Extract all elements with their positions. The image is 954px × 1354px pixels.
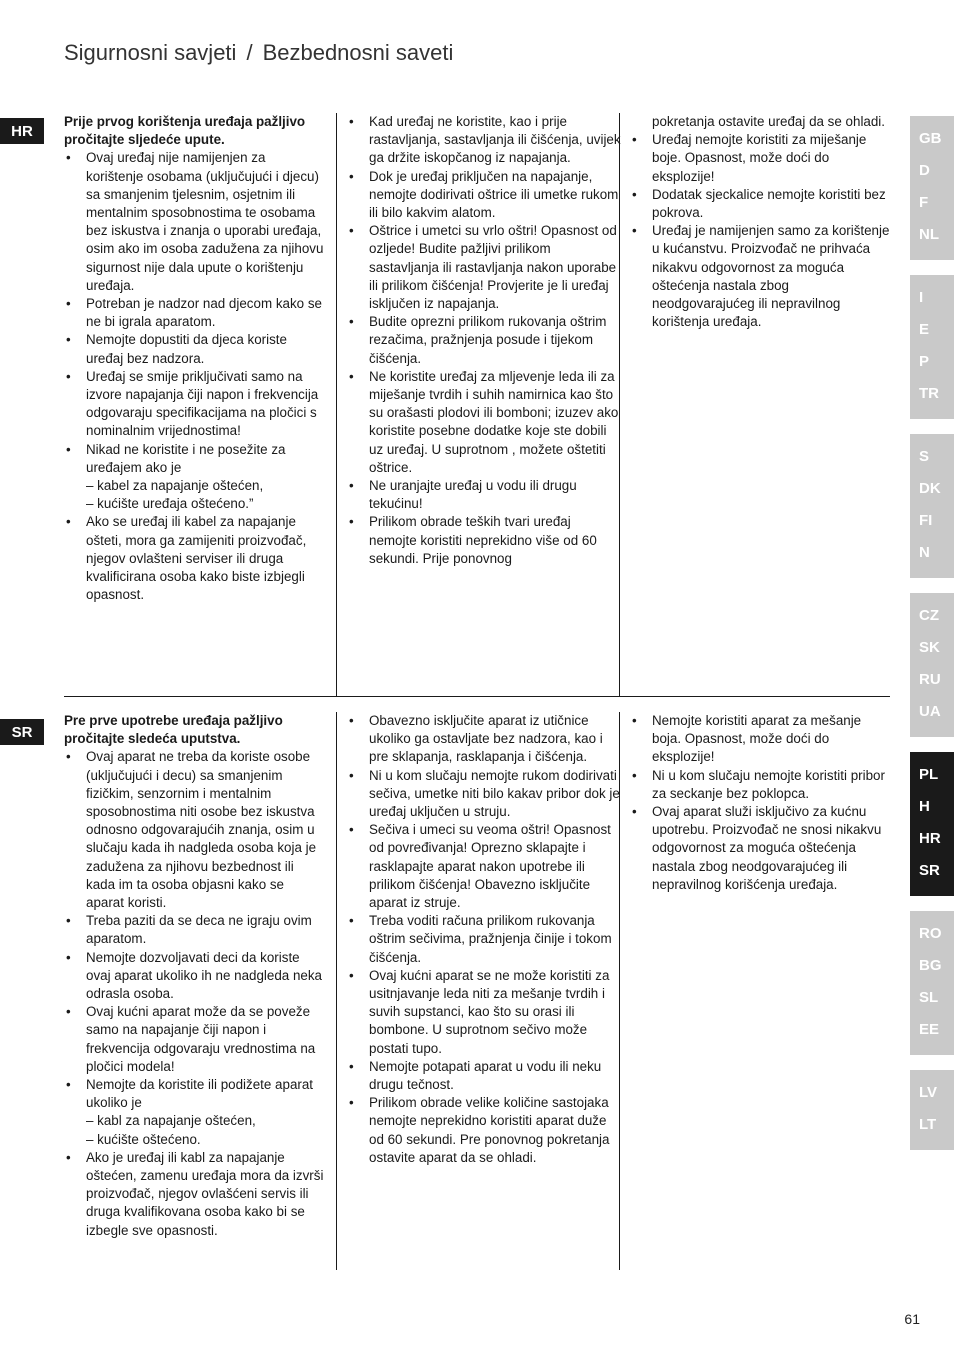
bullet-item: • Nemojte da koristite ili podižete aparat ukoliko je – kabl za napajanje oštećen, – kućište oštećeno.	[64, 1076, 324, 1149]
bullet-item: • Nemojte koristiti aparat za mešanje boja. Opasnost, može doći do eksplozije!	[630, 712, 891, 767]
language-code-n: N	[919, 544, 930, 561]
bullet-item: • Dok je uređaj priključen na napajanje, nemojte dodirivati oštrice ili umetke rukom ili bilo kakvim alatom.	[347, 168, 621, 223]
bullet-item: • Uređaj se smije priključivati samo na izvore napajanja čiji napon i frekvencija odgovaraju specifikacijama na pločici s nominalnim vrijednostima!	[64, 368, 324, 441]
bullet-item: • Ni u kom slučaju nemojte koristiti pribor za seckanje bez poklopca.	[630, 767, 891, 803]
language-code-ro: RO	[919, 925, 942, 942]
section-sr	[64, 712, 890, 1270]
language-code-sr: SR	[919, 862, 940, 879]
language-code-lt: LT	[919, 1116, 937, 1133]
sr-column-2	[336, 712, 621, 1270]
hr-continuation: pokretanja ostavite uređaj da se ohladi.	[652, 114, 886, 129]
bullet-item: • Uređaj nemojte koristiti za miješanje boje. Opasnost, može doći do eksplozije!	[630, 131, 891, 186]
bullet-item: • Treba voditi računa prilikom rukovanja oštrim sečivima, pražnjenja činije i tokom čišćenja.	[347, 912, 621, 967]
language-code-d: D	[919, 162, 930, 179]
bullet-item: • Ovaj uređaj nije namijenjen za korištenje osobama (uključujući i djecu) sa smanjenim tjelesnim, osjetnim ili mentalnim sposobnostima te osobama bez iskustva i znanja o uporabi uređaja, osim ako im osoba zadužena za njihovu sigurnost nije dala upute o korištenju uređaja.	[64, 149, 324, 295]
hr-column-3	[619, 113, 891, 696]
sr-list-1	[64, 748, 324, 1239]
language-code-cz: CZ	[919, 607, 939, 624]
bullet-item: • Budite oprezni prilikom rukovanja oštrim rezačima, pražnjenja posude i tijekom čišćenja.	[347, 313, 621, 368]
bullet-item: • Kad uređaj ne koristite, kao i prije rastavljanja, sastavljanja ili čišćenja, uvijek ga držite iskopčanog iz napajanja.	[347, 113, 621, 168]
language-code-sk: SK	[919, 639, 940, 656]
language-group	[910, 911, 954, 1055]
language-code-i: I	[919, 289, 924, 306]
language-group	[910, 434, 954, 578]
bullet-item: • Potreban je nadzor nad djecom kako se ne bi igrala aparatom.	[64, 295, 324, 331]
bullet-item: • Prilikom obrade teških tvari uređaj nemojte koristiti neprekidno više od 60 sekundi. Prije ponovnog	[347, 513, 621, 568]
sr-column-1	[64, 712, 324, 1270]
bullet-item: • Nemojte dozvoljavati deci da koriste ovaj aparat ukoliko ih ne nadgleda neka odrasla osoba.	[64, 949, 324, 1004]
language-group	[910, 593, 954, 737]
language-code-s: S	[919, 448, 930, 465]
sr-list-2	[347, 712, 621, 1167]
language-code-tr: TR	[919, 385, 939, 402]
language-group	[910, 116, 954, 260]
language-code-fi: FI	[919, 512, 933, 529]
bullet-item: • Ne uranjajte uređaj u vodu ili drugu tekućinu!	[347, 477, 621, 513]
language-code-ee: EE	[919, 1021, 940, 1038]
language-code-nl: NL	[919, 226, 939, 243]
bullet-item: • Prilikom obrade velike količine sastojaka nemojte neprekidno koristiti aparat duže od 60 sekundi. Pre ponovnog pokretanja ostavite aparat da se ohladi.	[347, 1094, 621, 1167]
language-group	[910, 752, 954, 896]
bullet-item: • Ovaj aparat ne treba da koriste osobe (uključujući i decu) sa smanjenim fizičkim, senzornim i mentalnim sposobnostima niti osobe bez iskustva odnosno odgovarajućih znanja, osim u slučaju kada ih nadgleda osoba koja je zadužena za njihovu bezbednost ili kada im ta osoba objasni kako se aparat koristi.	[64, 748, 324, 912]
title-right: Bezbednosni saveti	[262, 40, 454, 65]
bullet-item: • Ni u kom slučaju nemojte rukom dodirivati sečiva, umetke niti bilo kakav pribor dok je uređaj uključen u struju.	[347, 767, 621, 822]
language-tag-sr: SR	[0, 719, 44, 745]
bullet-item: • Ovaj aparat služi isključivo za kućnu upotrebu. Proizvođač ne snosi nikakvu odgovornost za moguća oštećenja nastala zbog neodgovarajućeg ili nepravilnog korišćenja uređaja.	[630, 803, 891, 894]
hr-heading: Prije prvog korištenja uređaja pažljivo pročitajte sljedeće upute.	[64, 114, 306, 148]
language-code-dk: DK	[919, 480, 941, 497]
sr-list-3	[630, 712, 891, 894]
language-code-h: H	[919, 798, 930, 815]
language-code-ru: RU	[919, 671, 941, 688]
bullet-item: • Nikad ne koristite i ne posežite za uređajem ako je – kabel za napajanje oštećen, – kućište uređaja oštećeno.”	[64, 441, 324, 514]
sr-heading: Pre prve upotrebe uređaja pažljivo pročitajte sledeća uputstva.	[64, 713, 283, 747]
section-divider	[64, 696, 890, 697]
bullet-item: • Nemojte dopustiti da djeca koriste uređaj bez nadzora.	[64, 331, 324, 367]
bullet-item: • Nemojte potapati aparat u vodu ili neku drugu tečnost.	[347, 1058, 621, 1094]
language-code-p: P	[919, 353, 930, 370]
language-code-pl: PL	[919, 766, 939, 783]
bullet-item: • Treba paziti da se deca ne igraju ovim aparatom.	[64, 912, 324, 948]
language-code-gb: GB	[919, 130, 942, 147]
language-group	[910, 1070, 954, 1150]
hr-list-2	[347, 113, 621, 568]
language-code-ua: UA	[919, 703, 941, 720]
hr-list-1	[64, 149, 324, 604]
language-code-e: E	[919, 321, 930, 338]
page-title	[64, 40, 453, 66]
title-left: Sigurnosni savjeti	[64, 40, 237, 65]
bullet-item: • Sečiva i umeci su veoma oštri! Opasnost od povređivanja! Oprezno sklapajte i rasklapajte aparat nakon upotrebe ili prilikom čišćenja! Obavezno isključite aparat iz struje.	[347, 821, 621, 912]
language-code-bg: BG	[919, 957, 942, 974]
title-separator: /	[246, 40, 253, 65]
page-number: 61	[904, 1311, 920, 1327]
bullet-item: • Ovaj kućni aparat može da se poveže samo na napajanje čiji napon i frekvencija odgovaraju vrednostima na pločici modela!	[64, 1003, 324, 1076]
language-code-hr: HR	[919, 830, 941, 847]
hr-list-3	[630, 131, 891, 331]
language-group	[910, 275, 954, 419]
bullet-item: • Ovaj kućni aparat se ne može koristiti za usitnjavanje leda niti za mešanje tvrdih i suvih supstanci, kao što su orasi ili bombone. U suprotnom sečivo može postati tupo.	[347, 967, 621, 1058]
bullet-item: • Dodatak sjeckalice nemojte koristiti bez pokrova.	[630, 186, 891, 222]
sr-column-3	[619, 712, 891, 1270]
language-code-f: F	[919, 194, 929, 211]
bullet-item: • Oštrice i umetci su vrlo oštri! Opasnost od ozljede! Budite pažljivi prilikom sastavljanja ili rastavljanja nakon uporabe ili prilikom čišćenja! Provjerite je li uređaj isključen iz napajanja.	[347, 222, 621, 313]
bullet-item: • Uređaj je namijenjen samo za korištenje u kućanstvu. Proizvođač ne prihvaća nikakvu odgovornost za moguća oštećenja nastala zbog neodgovarajućeg ili nepravilnog korištenja uređaja.	[630, 222, 891, 331]
language-code-sl: SL	[919, 989, 939, 1006]
section-hr	[64, 113, 890, 696]
language-code-lv: LV	[919, 1084, 938, 1101]
hr-column-1	[64, 113, 324, 696]
hr-column-2	[336, 113, 621, 696]
bullet-item: • Ako se uređaj ili kabel za napajanje ošteti, mora ga zamijeniti proizvođač, njegov ovlašteni serviser ili druga kvalificirana osoba kako biste izbjegli opasnost.	[64, 513, 324, 604]
bullet-item: • Ako je uređaj ili kabl za napajanje oštećen, zamenu uređaja mora da izvrši proizvođač, njegov ovlašćeni servis ili druga kvalifikovana osoba kako bi se izbegle sve opasnosti.	[64, 1149, 324, 1240]
bullet-item: • Ne koristite uređaj za mljevenje leda ili za miješanje tvrdih i suhih namirnica kao što su orašasti plodovi ili bomboni; izuzev ako koristite posebne dodatke koje ste dobili uz uređaj. U suprotnom , možete oštetiti oštrice.	[347, 368, 621, 477]
bullet-item: • Obavezno isključite aparat iz utičnice ukoliko ga ostavljate bez nadzora, kao i pre sklapanja, rasklapanja i čišćenja.	[347, 712, 621, 767]
language-tag-hr: HR	[0, 118, 44, 144]
